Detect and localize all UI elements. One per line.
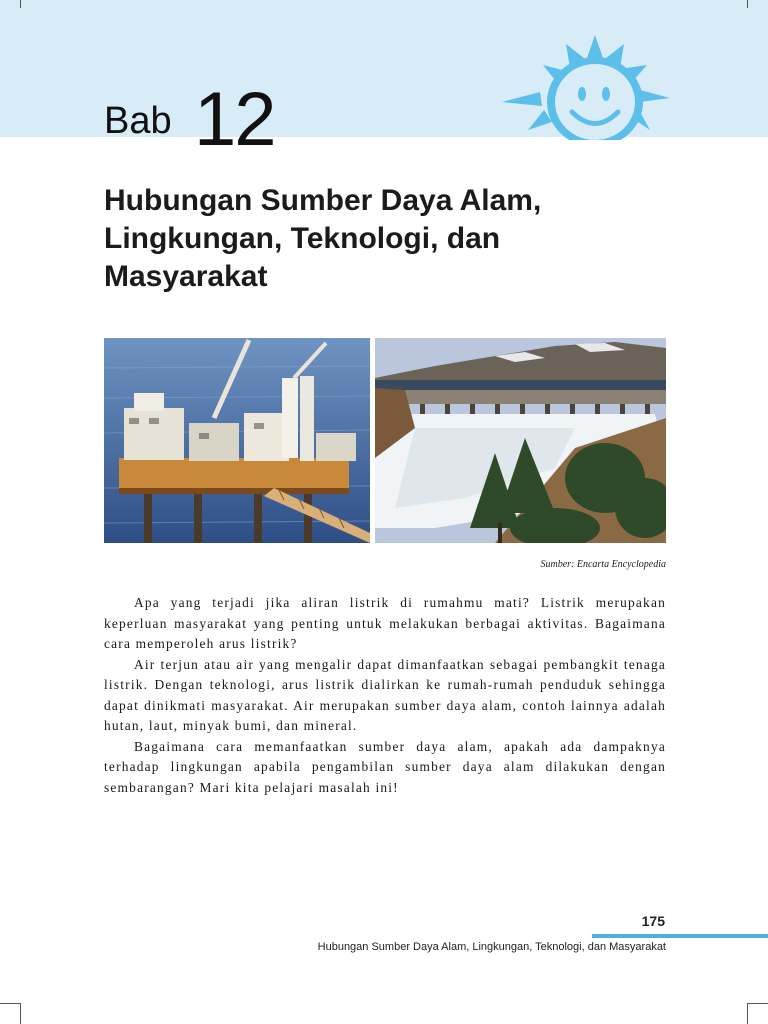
crop-mark <box>747 0 748 8</box>
image-source-caption: Sumber: Encarta Encyclopedia <box>540 559 666 570</box>
running-title: Hubungan Sumber Daya Alam, Lingkungan, Teknologi, dan Masyarakat <box>317 941 666 953</box>
chapter-number: 12 <box>194 77 275 162</box>
intro-text <box>104 593 666 798</box>
oil-platform-photo <box>104 338 370 543</box>
footer-rule <box>592 934 768 938</box>
chapter-title-line: Hubungan Sumber Daya Alam, <box>104 184 542 217</box>
dam-photo <box>375 338 666 543</box>
crop-mark <box>0 1003 20 1004</box>
paragraph: Apa yang terjadi jika aliran listrik di rumahmu mati? Listrik merupakan keperluan masyarakat yang penting untuk melakukan berbagai aktivitas. Bagaimana cara memperoleh arus listrik? <box>104 595 666 651</box>
chapter-title-line: Masyarakat <box>104 260 268 293</box>
chapter-title <box>104 182 664 296</box>
crop-mark <box>748 1003 768 1004</box>
chapter-label: Bab <box>104 100 172 142</box>
crop-mark <box>20 0 21 8</box>
paragraph: Bagaimana cara memanfaatkan sumber daya alam, apakah ada dampaknya terhadap lingkungan apabila pengambilan sumber daya alam dilakukan dengan sembarangan? Mari kita pelajari masalah ini! <box>104 738 666 795</box>
sun-icon <box>500 30 672 140</box>
crop-mark <box>20 1003 21 1024</box>
page-number: 175 <box>641 913 665 929</box>
paragraph: Air terjun atau air yang mengalir dapat dimanfaatkan sebagai pembangkit tenaga listrik. Dengan teknologi, arus listrik dialirkan ke rumah-rumah penduduk sehingga dapat dinikmati masyarakat. Air merupakan sumber daya alam, contoh lainnya adalah hutan, laut, minyak bumi, dan mineral. <box>104 656 666 733</box>
crop-mark <box>747 1003 748 1024</box>
chapter-title-line: Lingkungan, Teknologi, dan <box>104 222 501 255</box>
